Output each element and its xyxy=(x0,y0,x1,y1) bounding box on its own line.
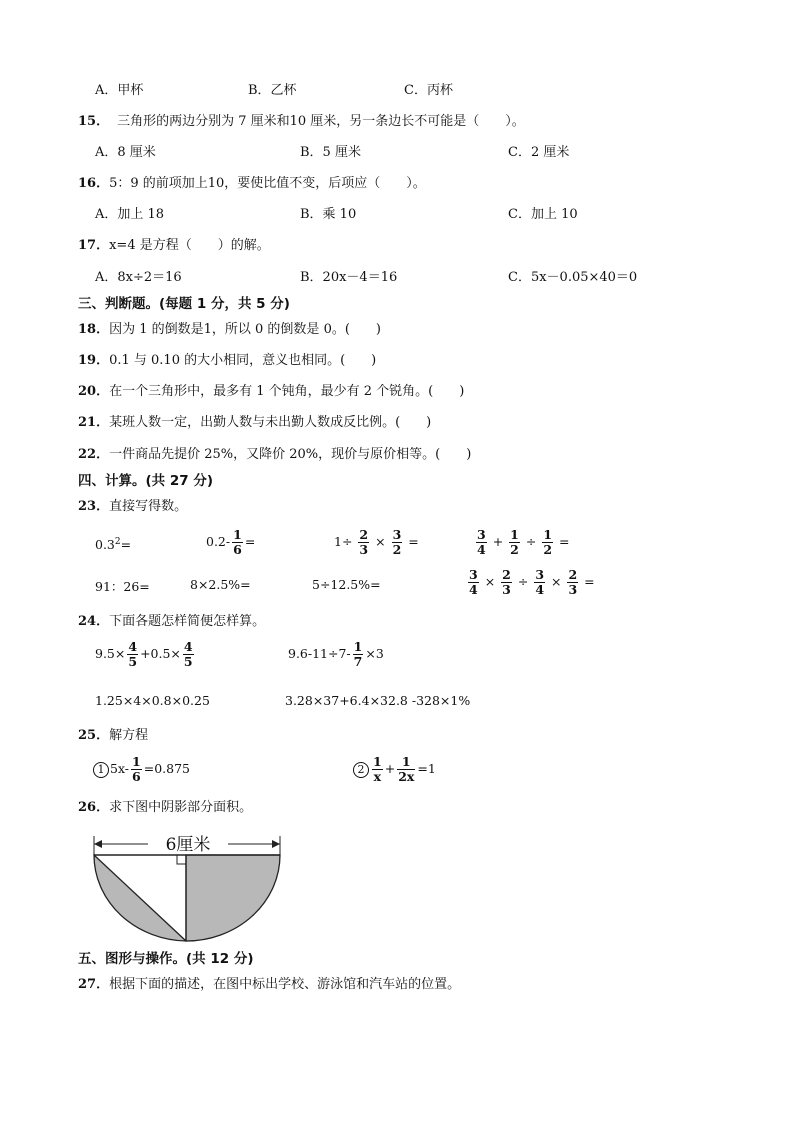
q18-number: 18． xyxy=(78,322,110,337)
judge-item xyxy=(78,446,471,464)
equals: = xyxy=(244,534,256,549)
numerator: 2 xyxy=(502,567,511,582)
denominator: 5 xyxy=(128,654,138,669)
q24-stem xyxy=(78,613,265,631)
fraction xyxy=(567,568,578,597)
fraction xyxy=(358,528,369,557)
expr-text: 0.2- xyxy=(206,534,231,549)
operator: ÷ xyxy=(525,534,537,549)
exponent: 2 xyxy=(114,537,121,547)
fraction xyxy=(232,528,243,557)
q16-option-a: A．加上 18 xyxy=(95,207,165,222)
q26-number: 26． xyxy=(78,800,110,815)
operator: + xyxy=(492,534,504,549)
q16-option-c: C．加上 10 xyxy=(508,207,578,222)
q24-number: 24． xyxy=(78,614,110,629)
q23-expr-4 xyxy=(474,528,569,557)
q24-text: 下面各题怎样简便怎样算。 xyxy=(109,614,266,629)
q15-option-a: A．8 厘米 xyxy=(95,145,156,160)
denominator: 2 xyxy=(510,542,519,557)
q16-text: 5：9 的前项加上10，要使比值不变，后项应（ ）。 xyxy=(109,176,426,191)
numerator: 4 xyxy=(128,639,138,654)
expr-text: =0.875 xyxy=(143,761,190,776)
operator: × xyxy=(375,534,386,549)
shaded-right-region xyxy=(186,855,280,941)
q25-stem xyxy=(78,727,148,745)
fraction xyxy=(353,640,364,669)
equals: = xyxy=(584,574,595,589)
judge-item xyxy=(78,352,376,370)
expr-text: 9.5× xyxy=(95,646,126,661)
q26-text: 求下图中阴影部分面积。 xyxy=(109,800,253,815)
shaded-left-segment xyxy=(94,855,186,941)
q20-number: 20． xyxy=(78,384,110,399)
q17-stem xyxy=(78,237,270,255)
denominator: 3 xyxy=(359,542,369,557)
fraction xyxy=(501,568,512,597)
q16-number: 16． xyxy=(78,176,110,191)
fraction xyxy=(131,755,142,784)
q18-text: 因为 1 的倒数是1，所以 0 的倒数是 0。( ) xyxy=(109,322,381,337)
q23-expr-7: 5÷12.5%= xyxy=(312,577,381,592)
q22-text: 一件商品先提价 25%，又降价 20%，现价与原价相等。( ) xyxy=(109,447,472,462)
equals: = xyxy=(120,537,132,553)
q23-expr-5: 91：26= xyxy=(95,579,150,594)
numerator: 1 xyxy=(510,527,519,542)
denominator: 4 xyxy=(535,582,545,597)
fraction xyxy=(183,640,194,669)
q19-number: 19． xyxy=(78,353,110,368)
numerator: 4 xyxy=(183,639,193,654)
q25-equation-2 xyxy=(353,755,436,784)
expr-text: +0.5× xyxy=(140,646,181,661)
q25-text: 解方程 xyxy=(109,728,149,743)
expr-text: 9.6-11÷7- xyxy=(288,646,351,661)
operator: + xyxy=(384,761,396,776)
q23-expr-8 xyxy=(466,568,595,597)
q23-expr-1 xyxy=(95,537,131,552)
equals: = xyxy=(408,534,419,549)
q27-stem xyxy=(78,976,460,994)
denominator: 2x xyxy=(398,769,415,784)
denominator: 3 xyxy=(568,582,578,597)
denominator: 6 xyxy=(132,769,141,784)
q21-text: 某班人数一定，出勤人数与未出勤人数成反比例。( ) xyxy=(109,415,432,430)
q20-text: 在一个三角形中，最多有 1 个钝角，最少有 2 个锐角。( ) xyxy=(109,384,465,399)
numerator: 1 xyxy=(543,527,553,542)
q16-option-b: B．乘 10 xyxy=(300,207,357,222)
denominator: 4 xyxy=(477,542,486,557)
numerator: 1 xyxy=(373,754,382,769)
q14-option-b: B．乙杯 xyxy=(248,83,297,98)
q24-expr-4: 3.28×37+6.4×32.8 -328×1% xyxy=(285,693,471,708)
judge-item xyxy=(78,414,431,432)
denominator: 6 xyxy=(233,542,242,557)
dimension-label: 6厘米 xyxy=(165,835,211,855)
numerator: 3 xyxy=(392,527,402,542)
section-5-heading: 五、图形与操作。(共 12 分) xyxy=(78,951,254,967)
section-3-heading: 三、判断题。(每题 1 分，共 5 分) xyxy=(78,296,290,312)
fraction xyxy=(542,528,553,557)
numerator: 3 xyxy=(477,527,486,542)
denominator: 3 xyxy=(502,582,511,597)
denominator: 5 xyxy=(183,654,193,669)
q14-option-c: C．丙杯 xyxy=(404,83,453,98)
q27-text: 根据下面的描述，在图中标出学校、游泳馆和汽车站的位置。 xyxy=(109,977,461,992)
q16-stem xyxy=(78,175,426,193)
q23-expr-3 xyxy=(334,528,419,557)
numerator: 2 xyxy=(359,527,369,542)
q15-stem xyxy=(78,113,525,131)
operator: × xyxy=(484,574,496,589)
q17-text: x=4 是方程（ ）的解。 xyxy=(109,238,270,253)
q23-stem xyxy=(78,498,187,516)
q17-number: 17． xyxy=(78,238,110,253)
q23-expr-2 xyxy=(206,528,255,557)
expr-text: 1÷ xyxy=(334,534,353,549)
numerator: 1 xyxy=(233,527,242,542)
q26-stem xyxy=(78,799,252,817)
q24-expr-1 xyxy=(95,640,196,669)
circled-number: 2 xyxy=(353,762,369,778)
numerator: 1 xyxy=(132,754,141,769)
semicircle-figure xyxy=(88,828,288,946)
judge-item xyxy=(78,383,464,401)
judge-item xyxy=(78,321,381,339)
section-4-heading: 四、计算。(共 27 分) xyxy=(78,473,214,489)
numerator: 2 xyxy=(568,567,578,582)
q15-number: 15． xyxy=(78,114,110,129)
operator: × xyxy=(551,574,562,589)
denominator: x xyxy=(373,769,382,784)
q23-expr-6: 8×2.5%= xyxy=(190,577,251,592)
expr-text: 5x- xyxy=(110,761,130,776)
q25-equation-1 xyxy=(93,755,190,784)
numerator: 3 xyxy=(469,567,478,582)
q19-text: 0.1 与 0.10 的大小相同，意义也相同。( ) xyxy=(109,353,377,368)
expr-text: 0.3 xyxy=(95,537,115,553)
q21-number: 21． xyxy=(78,415,110,430)
arrow-left-icon xyxy=(94,840,102,848)
q15-option-b: B．5 厘米 xyxy=(300,145,361,160)
fraction xyxy=(397,755,415,784)
fraction xyxy=(392,528,403,557)
q15-option-c: C．2 厘米 xyxy=(508,145,570,160)
numerator: 3 xyxy=(535,567,545,582)
numerator: 1 xyxy=(397,755,415,770)
q24-expr-3: 1.25×4×0.8×0.25 xyxy=(95,693,210,708)
expr-text: ×3 xyxy=(365,646,384,661)
q23-text: 直接写得数。 xyxy=(109,499,188,514)
q15-text: 三角形的两边分别为 7 厘米和10 厘米，另一条边长不可能是（ ）。 xyxy=(117,114,525,129)
q25-number: 25． xyxy=(78,728,110,743)
fraction xyxy=(468,568,479,597)
operator: ÷ xyxy=(517,574,529,589)
numerator: 1 xyxy=(353,639,363,654)
expr-text: =1 xyxy=(417,761,436,776)
fraction xyxy=(127,640,138,669)
q27-number: 27． xyxy=(78,977,110,992)
circled-number: 1 xyxy=(93,762,109,778)
q14-option-a: A．甲杯 xyxy=(95,83,144,98)
arrow-right-icon xyxy=(272,840,280,848)
right-angle-mark xyxy=(177,855,186,864)
fraction xyxy=(534,568,545,597)
q23-number: 23． xyxy=(78,499,110,514)
q22-number: 22． xyxy=(78,447,110,462)
q17-option-c: C．5x－0.05×40＝0 xyxy=(508,270,638,285)
q24-expr-2 xyxy=(288,640,384,669)
denominator: 2 xyxy=(392,542,402,557)
q17-option-b: B．20x－4＝16 xyxy=(300,270,398,285)
equals: = xyxy=(559,534,570,549)
fraction xyxy=(372,755,383,784)
denominator: 7 xyxy=(353,654,363,669)
denominator: 2 xyxy=(543,542,553,557)
fraction xyxy=(476,528,487,557)
denominator: 4 xyxy=(469,582,478,597)
q17-option-a: A．8x÷2＝16 xyxy=(95,270,182,285)
fraction xyxy=(509,528,520,557)
